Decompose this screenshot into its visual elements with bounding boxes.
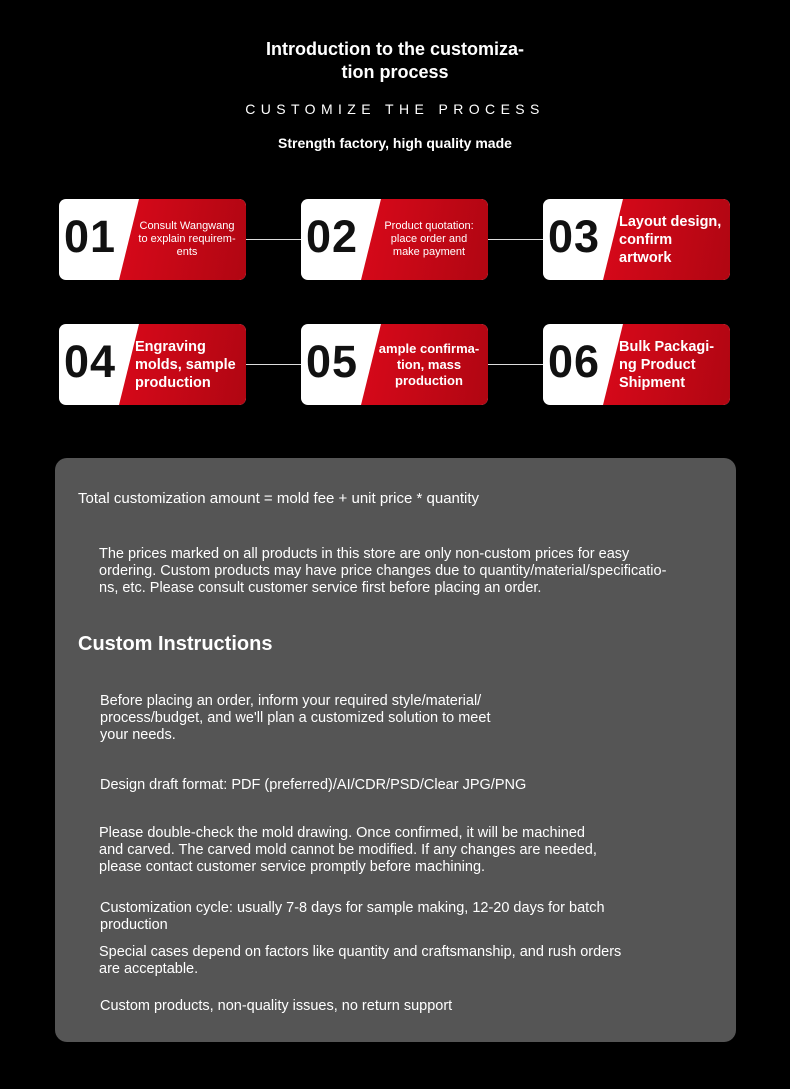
connector-line: [488, 239, 543, 240]
instruction-item: Custom products, non-quality issues, no return support: [100, 998, 453, 1014]
title-line-2: tion process: [341, 62, 449, 82]
step-text: Consult Wangwang to explain requirem- ents: [138, 220, 236, 258]
step-text: Layout design, confirm artwork: [619, 213, 722, 266]
section-heading: Custom Instructions: [78, 633, 273, 655]
tagline: Strength factory, high quality made: [278, 135, 512, 151]
step-card-04: [59, 324, 246, 405]
step-text: Product quotation: place order and make payment: [384, 220, 474, 258]
connector-line: [488, 364, 543, 365]
step-card-03: [543, 199, 730, 280]
step-text: Bulk Packagi- ng Product Shipment: [619, 338, 715, 391]
step-number: 06: [548, 336, 601, 387]
step-card-02: [301, 199, 488, 280]
step-card-06: [543, 324, 730, 405]
step-number: 01: [64, 211, 117, 262]
step-card-05: [301, 324, 488, 405]
subtitle: CUSTOMIZE THE PROCESS: [245, 101, 545, 117]
step-text: ample confirma- tion, mass production: [378, 340, 480, 388]
step-card-01: [59, 199, 246, 280]
info-panel: [55, 458, 736, 1042]
instruction-item: Before placing an order, inform your required style/material/ process/budget, and we'll plan a customized solution to meet your needs.: [100, 693, 491, 743]
price-notice: The prices marked on all products in this store are only non-custom prices for easy ordering. Custom products may have price changes due to quantity/material/specificatio- ns, etc. Please consult customer service first before placing an order.: [99, 546, 667, 596]
instruction-item: Design draft format: PDF (preferred)/AI/CDR/PSD/Clear JPG/PNG: [100, 777, 527, 793]
connector-line: [246, 239, 301, 240]
step-number: 02: [306, 211, 359, 262]
instruction-item: Special cases depend on factors like quantity and craftsmanship, and rush orders are acceptable.: [99, 944, 622, 977]
step-number: 04: [64, 336, 117, 387]
instruction-item: Customization cycle: usually 7-8 days for sample making, 12-20 days for batch production: [100, 900, 605, 933]
title-line-1: Introduction to the customiza-: [266, 39, 524, 59]
step-number: 03: [548, 211, 601, 262]
instruction-item: Please double-check the mold drawing. Once confirmed, it will be machined and carved. The carved mold cannot be modified. If any changes are needed, please contact customer service promptly before machining.: [99, 825, 597, 875]
page-title: [0, 38, 790, 84]
price-formula: Total customization amount = mold fee + unit price * quantity: [78, 490, 480, 507]
step-number: 05: [306, 336, 359, 387]
step-text: Engraving molds, sample production: [135, 338, 236, 391]
connector-line: [246, 364, 301, 365]
